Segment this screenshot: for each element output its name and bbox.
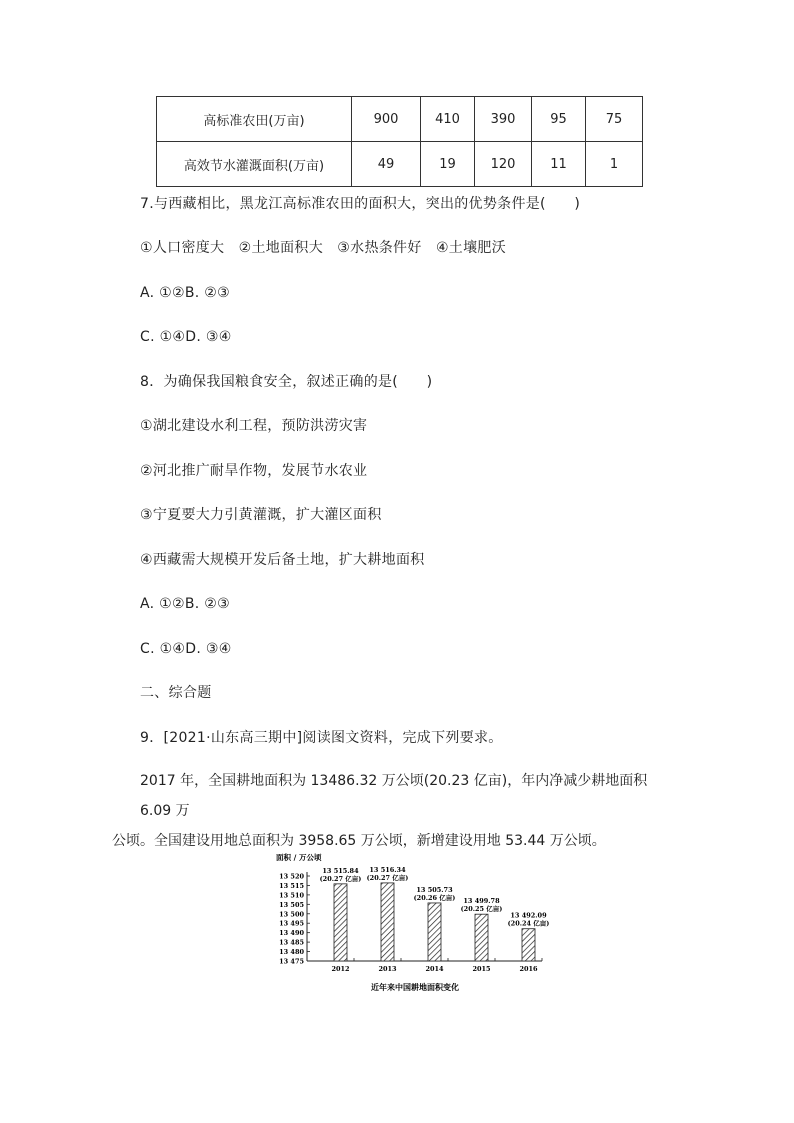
table-cell: 900 [352,97,421,142]
data-sublabel: (20.24 亿亩) [507,919,550,928]
paragraph-line: 公顷。全国建设用地总面积为 3958.65 万公顷，新增建设用地 53.44 万公顷。 [112,833,606,849]
table-cell: 75 [586,97,643,142]
data-sublabel: (20.25 亿亩) [460,905,503,914]
y-tick-label: 13 495 [279,919,304,928]
bar [522,929,535,961]
y-tick-label: 13 490 [279,929,304,938]
table-cell: 95 [532,97,586,142]
q8-option-1: ①湖北建设水利工程，预防洪涝灾害 [140,418,368,434]
bar [381,883,394,961]
q9-stem: 9．[2021·山东高三期中]阅读图文资料，完成下列要求。 [140,730,503,746]
table-cell: 高标准农田(万亩) [157,97,352,142]
q8-answer-ab: A. ①②B. ②③ [140,596,230,612]
table-cell: 19 [421,142,475,187]
y-tick-label: 13 475 [279,957,304,966]
x-tick-label: 2016 [519,965,538,973]
x-tick-label: 2012 [331,965,350,973]
y-tick-label: 13 520 [279,872,304,881]
table-cell: 1 [586,142,643,187]
data-sublabel: (20.26 亿亩) [413,893,456,902]
q8-option-2: ②河北推广耐旱作物，发展节水农业 [140,463,368,479]
y-tick-label: 13 505 [279,900,304,909]
y-tick-label: 13 515 [279,881,304,890]
data-sublabel: (20.27 亿亩) [366,873,409,882]
table-row [157,97,643,142]
q8-option-4: ④西藏需大规模开发后备土地，扩大耕地面积 [140,552,425,568]
q7-answer-ab: A. ①②B. ②③ [140,285,230,301]
data-label: 13 505.73 [416,885,453,894]
table-cell: 高效节水灌溉面积(万亩) [157,142,352,187]
table-cell: 390 [475,97,532,142]
y-tick-label: 13 485 [279,938,304,947]
table-row [157,142,643,187]
section-heading: 二、综合题 [140,685,212,701]
y-tick-label: 13 480 [279,948,304,957]
farmland-table [156,96,643,187]
q8-stem: 8．为确保我国粮食安全，叙述正确的是( ) [140,374,433,390]
q7-answer-cd: C. ①④D. ③④ [140,329,232,345]
paragraph-line: 2017 年，全国耕地面积为 13486.32 万公顷(20.23 亿亩)，年内净减少耕地面积 6.09 万 [140,773,648,819]
x-tick-label: 2015 [472,965,491,973]
data-label: 13 515.84 [322,866,359,875]
q8-option-3: ③宁夏要大力引黄灌溉，扩大灌区面积 [140,507,382,523]
data-sublabel: (20.27 亿亩) [319,874,362,883]
data-label: 13 499.78 [463,897,500,906]
data-label: 13 516.34 [369,865,406,874]
bar [334,884,347,961]
data-label: 13 492.09 [510,911,547,920]
bar [475,914,488,961]
table-cell: 410 [421,97,475,142]
q7-stem: 7.与西藏相比，黑龙江高标准农田的面积大，突出的优势条件是( ) [140,196,581,212]
chart-title: 近年来中国耕地面积变化 [371,982,459,992]
bar [428,903,441,961]
chart-svg [270,848,560,998]
table-cell: 11 [532,142,586,187]
y-axis-label: 面积 / 万公顷 [276,853,322,862]
y-tick-label: 13 500 [279,910,304,919]
x-tick-label: 2013 [378,965,397,973]
table-cell: 49 [352,142,421,187]
chart-axes [279,872,542,973]
table-cell: 120 [475,142,532,187]
farmland-chart [270,848,560,998]
q9-paragraph [112,766,672,856]
x-tick-label: 2014 [425,965,444,973]
y-tick-label: 13 510 [279,891,304,900]
q8-answer-cd: C. ①④D. ③④ [140,641,232,657]
q7-options: ①人口密度大 ②土地面积大 ③水热条件好 ④土壤肥沃 [140,240,507,256]
